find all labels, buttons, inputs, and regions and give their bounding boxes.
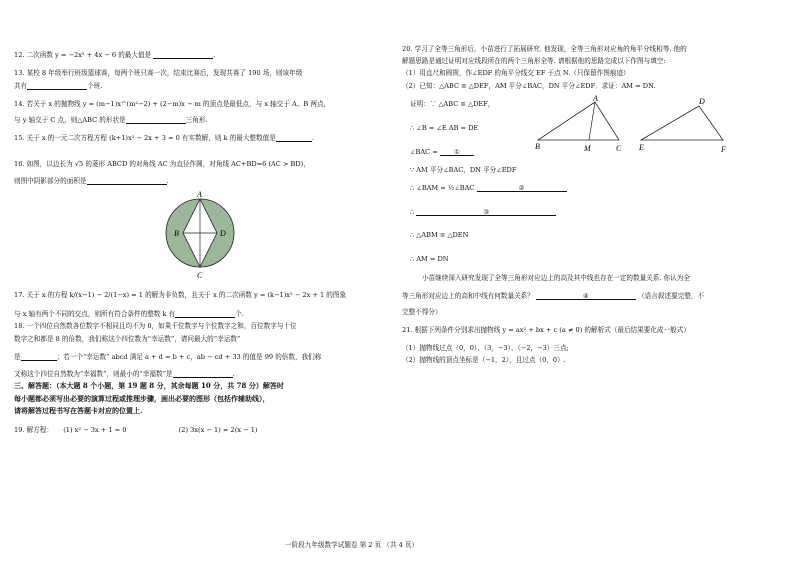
label-c2: C (616, 144, 622, 153)
figure-20-triangles (533, 94, 733, 156)
proof-line1: 证明：∵ △ABC ≌ △DEF， (410, 100, 495, 108)
section3-line3: 请将解答过程书写在答题卡对应的位置上. (14, 406, 143, 415)
label-f: F (721, 145, 726, 154)
answer-blank (27, 82, 87, 90)
q18-line1: 18. 一个四位自然数各位数字不相同且均不为 0，如果千位数字与个位数字之和，百位数字与十位 (14, 322, 297, 330)
q20-line3: （1）用直尺和圆规，作∠EDF 的角平分线交 EF 于点 N.（只保留作图痕迹） (402, 69, 630, 77)
conclusion-line3: 完整不得分） (402, 308, 442, 316)
q14-line2: 与 y 轴交于 C 点，则△ABC 的形状是 三角形. (14, 116, 208, 124)
label-d2: D (699, 97, 705, 106)
blank-2: ② (477, 184, 567, 192)
conclusion-line1: 小苗继续深入研究发现了全等三角形对应边上的高及其中线也存在一定的数量关系. 你认为全 (422, 274, 690, 282)
proof-line7: ∴ △ABM ≌ △DEN (410, 231, 469, 239)
section3-heading: 三、解答题：（本大题 8 个小题，第 19 题 8 分，其余每题 10 分，共 78 分）解答时 (14, 381, 284, 390)
q13-line2: 共有 个班. (14, 82, 103, 90)
label-c: C (197, 271, 203, 280)
label-a2: A (593, 94, 598, 103)
label-b: B (174, 229, 179, 238)
q20-line2: 解题思路是通过证明对应线段所在的两个三角形全等. 请根据他的思路完成以下作图与填空: (402, 57, 666, 65)
blank-1: ① (440, 148, 474, 156)
q18-line4: 又称这个四位自然数为“幸福数”，则最小的“幸福数”是 . (14, 370, 235, 378)
figure-16-circle-rhombus (160, 188, 240, 280)
q16-line2: 则图中阴影部分的面积是 . (14, 177, 169, 185)
q20-line4: （2）已知：△ABC ≌ △DEF，AM 平分∠BAC，DN 平分∠EDF．求证：AM = DN. (402, 82, 656, 90)
conclusion-line2: 等三角形对应边上的高和中线有何数量关系？ ④ （语言叙述要完整，不 (402, 292, 705, 300)
label-d: D (220, 229, 226, 238)
q13-line1: 13. 某校 8 年级举行班级篮球赛，每两个班只赛一次，结束比赛后，发现共赛了 190 场，则该年级 (14, 69, 303, 77)
blank-3: ③ (416, 208, 556, 216)
q18-line2: 数字之和都是 8 的倍数，我们称这个四位数为“幸运数”，请问最大的“幸运数” (14, 335, 241, 343)
proof-line4: ∵ AM 平分∠BAC，DN 平分∠EDF (410, 166, 517, 174)
label-a: A (197, 190, 202, 199)
triangle-def (641, 106, 723, 140)
answer-blank (173, 370, 233, 378)
label-e: E (639, 143, 644, 152)
q19: 19. 解方程： (1) x² − 3x + 1 = 0 (2) 3x(x − 1) = 2(x − 1) (14, 426, 258, 434)
proof-line5: ∴ ∠BAM = ½∠BAC ② (410, 184, 567, 192)
page-footer: 一阶段九年级数学试题卷 第 2 页 （共 4 页） (285, 541, 419, 549)
proof-line3: ∠BAC = ① (410, 148, 474, 156)
bisector-am (589, 102, 595, 140)
answer-blank (175, 310, 235, 318)
q17-line1: 17. 关于 x 的方程 k/(x−1) − 2/(1−x) = 1 的解为非负数，且关于 x 的二次函数 y = (k−1)x² − 2x + 1 的图象 (14, 291, 347, 299)
answer-blank (126, 116, 186, 124)
q15: 15. 关于 x 的一元二次方程方程 (k+1)x² − 2x + 3 = 0 有实数解，则 k 的最大整数值是 . (14, 134, 314, 142)
label-m: M (584, 144, 591, 153)
q12: 12. 二次函数 y = −2x² + 4x − 6 的最大值是 . (14, 51, 216, 59)
proof-line8: ∴ AM = DN (410, 255, 449, 263)
blank-4: ④ (536, 292, 636, 300)
q20-line1: 20. 学习了全等三角形后，小苗进行了拓展研究. 他发现，全等三角形对应角的角平分线相等. 他的 (402, 45, 687, 53)
proof-line6: ∴ ③ (410, 208, 556, 216)
q21-line1: 21. 根据下列条件分别求出抛物线 y = ax² + bx + c (a ≠ 0) 的解析式（最后结果要化成一般式） (402, 326, 690, 334)
q14-line1: 14. 若关于 x 的抛物线 y = (m−1)x^(m²−2) + (2−m)x − m 的顶点是最低点，与 x 轴交于 A、B 两点， (14, 100, 331, 108)
q16-line1: 16. 如图，以边长为 √5 的菱形 ABCD 的对角线 AC 为直径作圆，对角线 AC+BD=6 (AC > BD)， (14, 160, 310, 168)
q18-line3: 是 ；若一个“幸运数” abcd 满足 a + d = b + c，ab − cd + 33 的值是 99 的倍数，我们称 (14, 353, 322, 361)
q17-line2: 与 x 轴有两个不同的交点，则所有符合条件的整数 k 有 个. (14, 310, 244, 318)
proof-line2: ∴ ∠B = ∠E AB = DE (410, 124, 479, 132)
section3-line2: 每小题都必须写出必要的演算过程或推理步骤，画出必要的图形（包括作辅助线）， (14, 394, 270, 403)
q21-line2: （1）抛物线过点（0，0）、（3，−3）、（−2，−3）三点; (402, 344, 569, 352)
answer-blank (153, 51, 213, 59)
answer-blank (21, 353, 57, 361)
q21-line3: （2）抛物线的顶点坐标是（−1，2），且过点（0，0）. (402, 356, 566, 364)
answer-blank (276, 134, 312, 142)
triangle-abc (538, 102, 619, 140)
label-b2: B (535, 142, 540, 151)
answer-blank (87, 177, 167, 185)
